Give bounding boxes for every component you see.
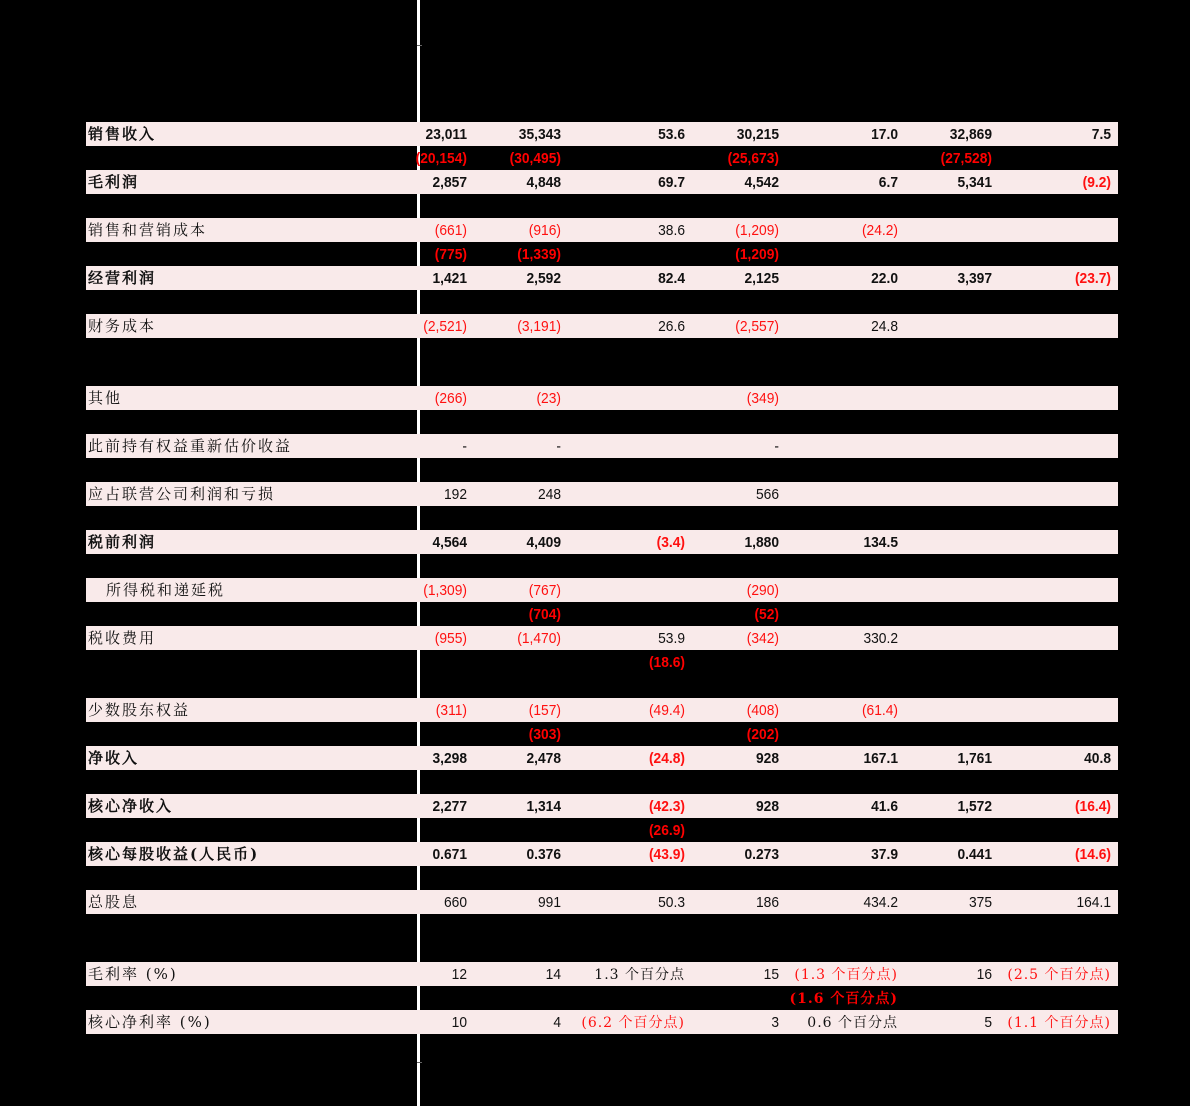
cell-c2: 248 bbox=[537, 486, 561, 503]
cell-c7: 164.1 bbox=[1076, 894, 1111, 911]
cell-c2: 14 bbox=[545, 966, 561, 983]
cell-c5: 41.6 bbox=[871, 798, 898, 815]
cell-c3: (18.6) bbox=[648, 654, 685, 671]
table-row bbox=[86, 842, 1118, 866]
cell-c4: 2,125 bbox=[744, 270, 779, 287]
row-label: 核心每股收益(人民币) bbox=[88, 845, 260, 863]
cell-c1: 3,298 bbox=[432, 750, 467, 767]
cell-c1: (1,309) bbox=[423, 582, 467, 599]
cell-c6: 0.441 bbox=[957, 846, 992, 863]
cell-c4: (52) bbox=[754, 606, 779, 623]
table-row bbox=[86, 746, 1118, 770]
cell-c3: (3.4) bbox=[656, 534, 685, 551]
cell-c2: (3,191) bbox=[517, 318, 561, 335]
row-label: 应占联营公司利润和亏损 bbox=[88, 485, 276, 503]
cell-c4: 928 bbox=[755, 798, 779, 815]
cell-c7: (23.7) bbox=[1074, 270, 1111, 287]
cell-c3: (26.9) bbox=[648, 822, 685, 839]
cell-c5: 134.5 bbox=[863, 534, 898, 551]
cell-c4: 928 bbox=[755, 750, 779, 767]
cell-c4: (290) bbox=[746, 582, 779, 599]
cell-c1: 23,011 bbox=[425, 126, 467, 143]
table-row bbox=[86, 698, 1118, 722]
cell-c6: (27,528) bbox=[940, 150, 992, 167]
overlay-row bbox=[86, 146, 1118, 170]
cell-c7: (2.5 个百分点) bbox=[1007, 967, 1111, 983]
cell-c3: 26.6 bbox=[658, 318, 685, 335]
cell-c4: (202) bbox=[746, 726, 779, 743]
cell-c3: 82.4 bbox=[658, 270, 685, 287]
overlay-row bbox=[86, 650, 1118, 674]
table-row bbox=[86, 794, 1118, 818]
cell-c7: (14.6) bbox=[1074, 846, 1111, 863]
cell-c5: (1.3 个百分点) bbox=[794, 967, 898, 983]
cell-c2: 2,478 bbox=[526, 750, 561, 767]
cell-c1: (266) bbox=[434, 390, 467, 407]
overlay-row bbox=[86, 986, 1118, 1010]
cell-c1: (775) bbox=[434, 246, 467, 263]
row-label: 毛利率 (%) bbox=[88, 965, 178, 983]
cell-c3: (49.4) bbox=[648, 702, 685, 719]
cell-c6: 1,761 bbox=[957, 750, 992, 767]
table-row bbox=[86, 386, 1118, 410]
overlay-row bbox=[86, 722, 1118, 746]
cell-c4: 0.273 bbox=[744, 846, 779, 863]
cell-c1: 10 bbox=[451, 1014, 467, 1031]
cell-c1: 2,857 bbox=[432, 174, 467, 191]
cell-c1: 12 bbox=[451, 966, 467, 983]
cell-c4: (349) bbox=[746, 390, 779, 407]
cell-c5: 0.6 个百分点 bbox=[807, 1015, 898, 1031]
cell-c1: (311) bbox=[435, 702, 467, 719]
cell-c1: 192 bbox=[443, 486, 467, 503]
cell-c1: 4,564 bbox=[432, 534, 467, 551]
cell-c2: 35,343 bbox=[518, 126, 561, 143]
cell-c6: 375 bbox=[968, 894, 992, 911]
cell-c5: 330.2 bbox=[863, 630, 898, 647]
cell-c5: 24.8 bbox=[871, 318, 898, 335]
table-row bbox=[86, 578, 1118, 602]
cell-c3: (43.9) bbox=[648, 846, 685, 863]
table-row bbox=[86, 122, 1118, 146]
cell-c2: 991 bbox=[537, 894, 561, 911]
table-row bbox=[86, 962, 1118, 986]
cell-c4: (1,209) bbox=[735, 222, 779, 239]
cell-c5: 22.0 bbox=[871, 270, 898, 287]
cell-c4: (2,557) bbox=[735, 318, 779, 335]
cell-c5: 434.2 bbox=[863, 894, 898, 911]
row-label: 此前持有权益重新估价收益 bbox=[88, 437, 293, 455]
row-label: 销售收入 bbox=[88, 125, 157, 143]
cell-c4: (408) bbox=[746, 702, 779, 719]
cell-c6: 1,572 bbox=[957, 798, 992, 815]
table-row bbox=[86, 434, 1118, 458]
cell-c1: 660 bbox=[443, 894, 467, 911]
cell-c2: (1,339) bbox=[517, 246, 561, 263]
cell-c6: 16 bbox=[976, 966, 992, 983]
row-label: 税收费用 bbox=[88, 629, 157, 647]
cell-c4: 566 bbox=[755, 486, 779, 503]
cell-c3: 53.6 bbox=[658, 126, 685, 143]
overlay-row bbox=[86, 602, 1118, 626]
cell-c1: 1,421 bbox=[432, 270, 467, 287]
cell-c4: (1,209) bbox=[735, 246, 779, 263]
table-row bbox=[86, 266, 1118, 290]
cell-c5: 37.9 bbox=[871, 846, 898, 863]
row-label: 核心净收入 bbox=[88, 797, 174, 815]
row-label: 总股息 bbox=[88, 893, 140, 911]
cell-c4: 15 bbox=[763, 966, 779, 983]
row-label: 核心净利率 (%) bbox=[88, 1013, 212, 1031]
cell-c2: (30,495) bbox=[509, 150, 561, 167]
table-row bbox=[86, 1010, 1118, 1034]
cell-c7: (9.2) bbox=[1082, 174, 1111, 191]
cell-c1: (955) bbox=[434, 630, 467, 647]
row-label: 毛利润 bbox=[88, 173, 140, 191]
cell-c2: 4 bbox=[553, 1014, 561, 1031]
row-label: 财务成本 bbox=[88, 317, 157, 335]
cell-c3: 69.7 bbox=[658, 174, 685, 191]
cell-c4: (25,673) bbox=[727, 150, 779, 167]
cell-c3: (42.3) bbox=[648, 798, 685, 815]
row-label: 税前利润 bbox=[88, 533, 157, 551]
table-row bbox=[86, 314, 1118, 338]
row-label: 净收入 bbox=[88, 749, 140, 767]
overlay-row bbox=[86, 242, 1118, 266]
table-row bbox=[86, 170, 1118, 194]
cell-c1: - bbox=[462, 438, 467, 455]
cell-c2: 2,592 bbox=[526, 270, 561, 287]
cell-c2: 4,409 bbox=[526, 534, 561, 551]
cell-c7: (16.4) bbox=[1074, 798, 1111, 815]
cell-c4: 3 bbox=[771, 1014, 779, 1031]
cell-c5: (24.2) bbox=[861, 222, 898, 239]
cell-c3: 1.3 个百分点 bbox=[594, 967, 685, 983]
cell-c2: (157) bbox=[528, 702, 561, 719]
cell-c2: (303) bbox=[528, 726, 561, 743]
cell-c2: 0.376 bbox=[526, 846, 561, 863]
cell-c3: 38.6 bbox=[658, 222, 685, 239]
cell-c4: 4,542 bbox=[744, 174, 779, 191]
cell-c5: (61.4) bbox=[861, 702, 898, 719]
row-label: 其他 bbox=[88, 389, 123, 407]
row-label: 少数股东权益 bbox=[88, 701, 191, 719]
cell-c3: 50.3 bbox=[658, 894, 685, 911]
cell-c6: 3,397 bbox=[957, 270, 992, 287]
table-row bbox=[86, 482, 1118, 506]
cell-c1: 2,277 bbox=[432, 798, 467, 815]
cell-c1: 0.671 bbox=[432, 846, 467, 863]
cell-c7: (1.1 个百分点) bbox=[1007, 1015, 1111, 1031]
cell-c6: 32,869 bbox=[949, 126, 992, 143]
cell-c5: (1.6 个百分点) bbox=[789, 991, 898, 1007]
overlay-row bbox=[86, 818, 1118, 842]
cell-c2: (916) bbox=[528, 222, 561, 239]
cell-c1: (20,154) bbox=[415, 150, 467, 167]
cell-c2: (704) bbox=[528, 606, 561, 623]
cell-c3: (6.2 个百分点) bbox=[581, 1015, 685, 1031]
cell-c2: (23) bbox=[536, 390, 561, 407]
cell-c6: 5,341 bbox=[957, 174, 992, 191]
cell-c6: 5 bbox=[984, 1014, 992, 1031]
cell-c1: (2,521) bbox=[423, 318, 467, 335]
cell-c3: 53.9 bbox=[658, 630, 685, 647]
cell-c5: 167.1 bbox=[863, 750, 898, 767]
cell-c5: 6.7 bbox=[878, 174, 898, 191]
cell-c2: (767) bbox=[528, 582, 561, 599]
row-label: 所得税和递延税 bbox=[106, 581, 226, 599]
cell-c1: (661) bbox=[434, 222, 467, 239]
table-row bbox=[86, 890, 1118, 914]
table-row bbox=[86, 218, 1118, 242]
cell-c2: - bbox=[556, 438, 561, 455]
cell-c7: 40.8 bbox=[1084, 750, 1111, 767]
cell-c2: (1,470) bbox=[517, 630, 561, 647]
cell-c5: 17.0 bbox=[871, 126, 898, 143]
cell-c4: 1,880 bbox=[744, 534, 779, 551]
table-row bbox=[86, 530, 1118, 554]
cell-c2: 4,848 bbox=[526, 174, 561, 191]
row-label: 经营利润 bbox=[88, 269, 157, 287]
cell-c4: - bbox=[774, 438, 779, 455]
table-row bbox=[86, 626, 1118, 650]
cell-c3: (24.8) bbox=[648, 750, 685, 767]
row-label: 销售和营销成本 bbox=[88, 221, 208, 239]
cell-c4: 186 bbox=[755, 894, 779, 911]
cell-c4: (342) bbox=[746, 630, 779, 647]
cell-c2: 1,314 bbox=[526, 798, 561, 815]
cell-c4: 30,215 bbox=[736, 126, 779, 143]
cell-c7: 7.5 bbox=[1091, 126, 1111, 143]
